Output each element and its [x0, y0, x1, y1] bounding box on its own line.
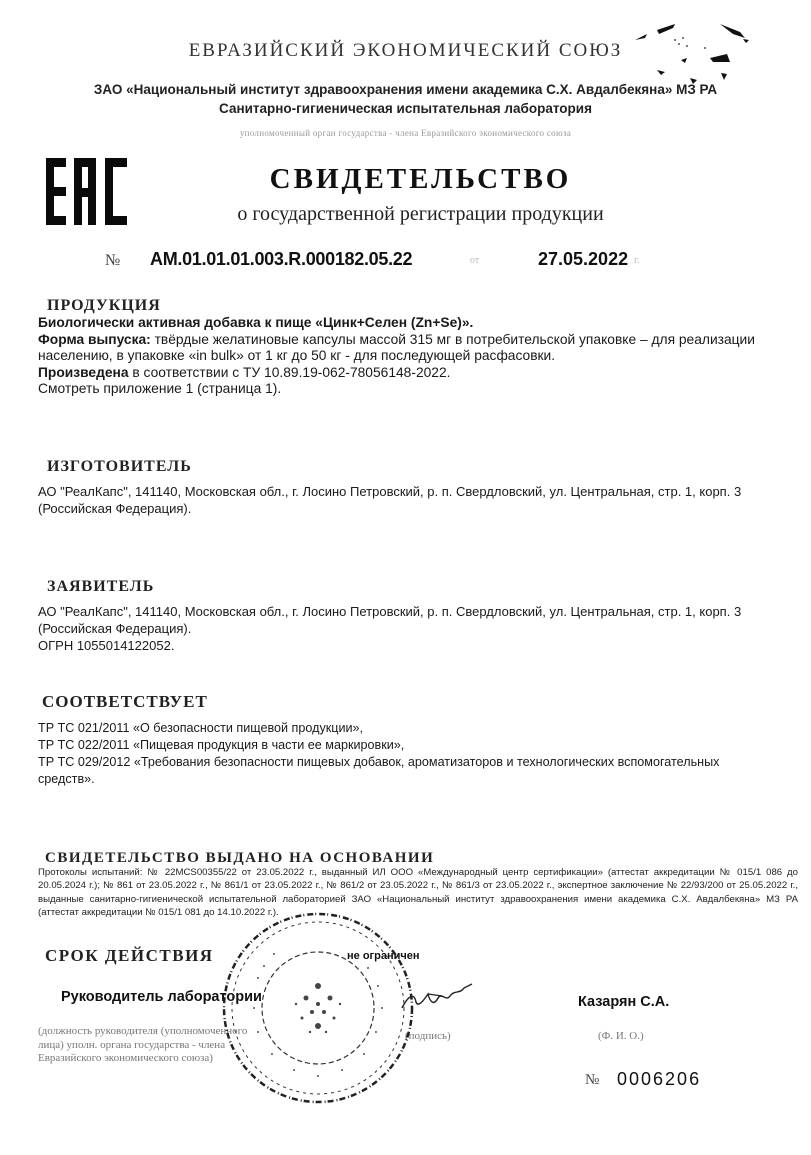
product-appendix-note: Смотреть приложение 1 (страница 1).	[38, 381, 282, 396]
applicant-heading: ЗАЯВИТЕЛЬ	[47, 578, 155, 595]
product-produced-label: Произведена	[38, 364, 129, 380]
authority-line: уполномоченный орган государства - члена Евразийского экономического союза	[239, 128, 572, 138]
conforms-item: ТР ТС 022/2011 «Пищевая продукция в части ее маркировки»,	[38, 738, 405, 752]
certificate-title: СВИДЕТЕЛЬСТВО	[269, 163, 572, 195]
product-heading: ПРОДУКЦИЯ	[47, 297, 161, 314]
registration-date: 27.05.2022	[538, 249, 629, 269]
product-block	[38, 315, 808, 398]
certificate-subtitle: о государственной регистрации продукции	[237, 203, 604, 225]
applicant-ogrn: ОГРН 1055014122052.	[38, 638, 175, 653]
basis-heading: СВИДЕТЕЛЬСТВО ВЫДАНО НА ОСНОВАНИИ	[45, 850, 435, 866]
product-produced-text: в соответствии с ТУ 10.89.19-062-78056148-2022.	[128, 364, 451, 380]
conforms-list	[38, 720, 778, 788]
product-produced	[38, 365, 808, 382]
basis-text: Протоколы испытаний: № 22MCS00355/22 от 23.05.2022 г., выданный ИЛ ООО «Международный центр сертификации» (аттестат аккредитации № 015/1 086 до 20.05.2024 г.); № 861 от 23.05.2022 г., № 861/1 от 23.05.2022 г., № 861/2 от 23.05.2022 г., № 861/3 от 23.05.2022 г., экспертное заключение № 22/93/200 от 25.05.2022 г., выданные санитарно-гигиенической испытательной лабораторией ЗАО «Национальный институт здравоохранения имени академика С.Х. Авдалбекяна» МЗ РА (аттестат аккредитации № 015/1 081 до 14.10.2022 г.).	[38, 867, 798, 919]
position-caption: (должность руководителя (уполномоченного лица) уполн. органа государства - члена Евразийского экономического союза)	[38, 1025, 248, 1064]
number-sign: №	[105, 252, 121, 269]
institute-name: ЗАО «Национальный институт здравоохранения имени академика С.Х. Авдалбекяна» МЗ РА	[93, 82, 718, 97]
signature-caption: (подпись)	[405, 1030, 451, 1042]
date-from-mark: от	[470, 255, 480, 266]
conforms-heading: СООТВЕТСТВУЕТ	[42, 692, 208, 711]
form-number: 0006206	[617, 1069, 702, 1089]
applicant-address: АО "РеалКапс", 141140, Московская обл., г. Лосино Петровский, р. п. Свердловский, ул. Центральная, стр. 1, корп. 3 (Российская Федерация).	[38, 604, 742, 636]
validity-value: не ограничен	[347, 950, 420, 962]
validity-heading: СРОК ДЕЙСТВИЯ	[45, 946, 214, 965]
laboratory-name: Санитарно-гигиеническая испытательная лаборатория	[219, 101, 592, 116]
conforms-item: ТР ТС 029/2012 «Требования безопасности пищевых добавок, ароматизаторов и технологических вспомогательных средств».	[38, 755, 720, 786]
union-title: ЕВРАЗИЙСКИЙ ЭКОНОМИЧЕСКИЙ СОЮЗ	[188, 40, 623, 61]
year-mark: г.	[634, 255, 640, 266]
conforms-item: ТР ТС 021/2011 «О безопасности пищевой продукции»,	[38, 721, 364, 735]
signatory-position: Руководитель лаборатории	[61, 989, 262, 1005]
product-form-text: твёрдые желатиновые капсулы массой 315 мг в потребительской упаковке – для реализации населению, в упаковке «in bulk» от 1 кг до 50 кг - для последующей расфасовки.	[38, 331, 755, 363]
product-form	[38, 332, 808, 365]
form-number-sign: №	[585, 1072, 600, 1088]
official-seal-icon	[218, 908, 418, 1108]
applicant-block	[38, 603, 798, 654]
product-form-label: Форма выпуска:	[38, 331, 151, 347]
manufacturer-heading: ИЗГОТОВИТЕЛЬ	[47, 458, 192, 475]
signatory-name: Казарян С.А.	[578, 994, 670, 1010]
product-name: Биологически активная добавка к пище «Цинк+Селен (Zn+Se)».	[38, 315, 474, 330]
fio-caption: (Ф. И. О.)	[598, 1030, 644, 1042]
manufacturer-address: АО "РеалКапс", 141140, Московская обл., г. Лосино Петровский, р. п. Свердловский, ул. Центральная, стр. 1, корп. 3 (Российская Федерация).	[38, 484, 742, 516]
registration-number: AM.01.01.01.003.R.000182.05.22	[150, 249, 413, 269]
